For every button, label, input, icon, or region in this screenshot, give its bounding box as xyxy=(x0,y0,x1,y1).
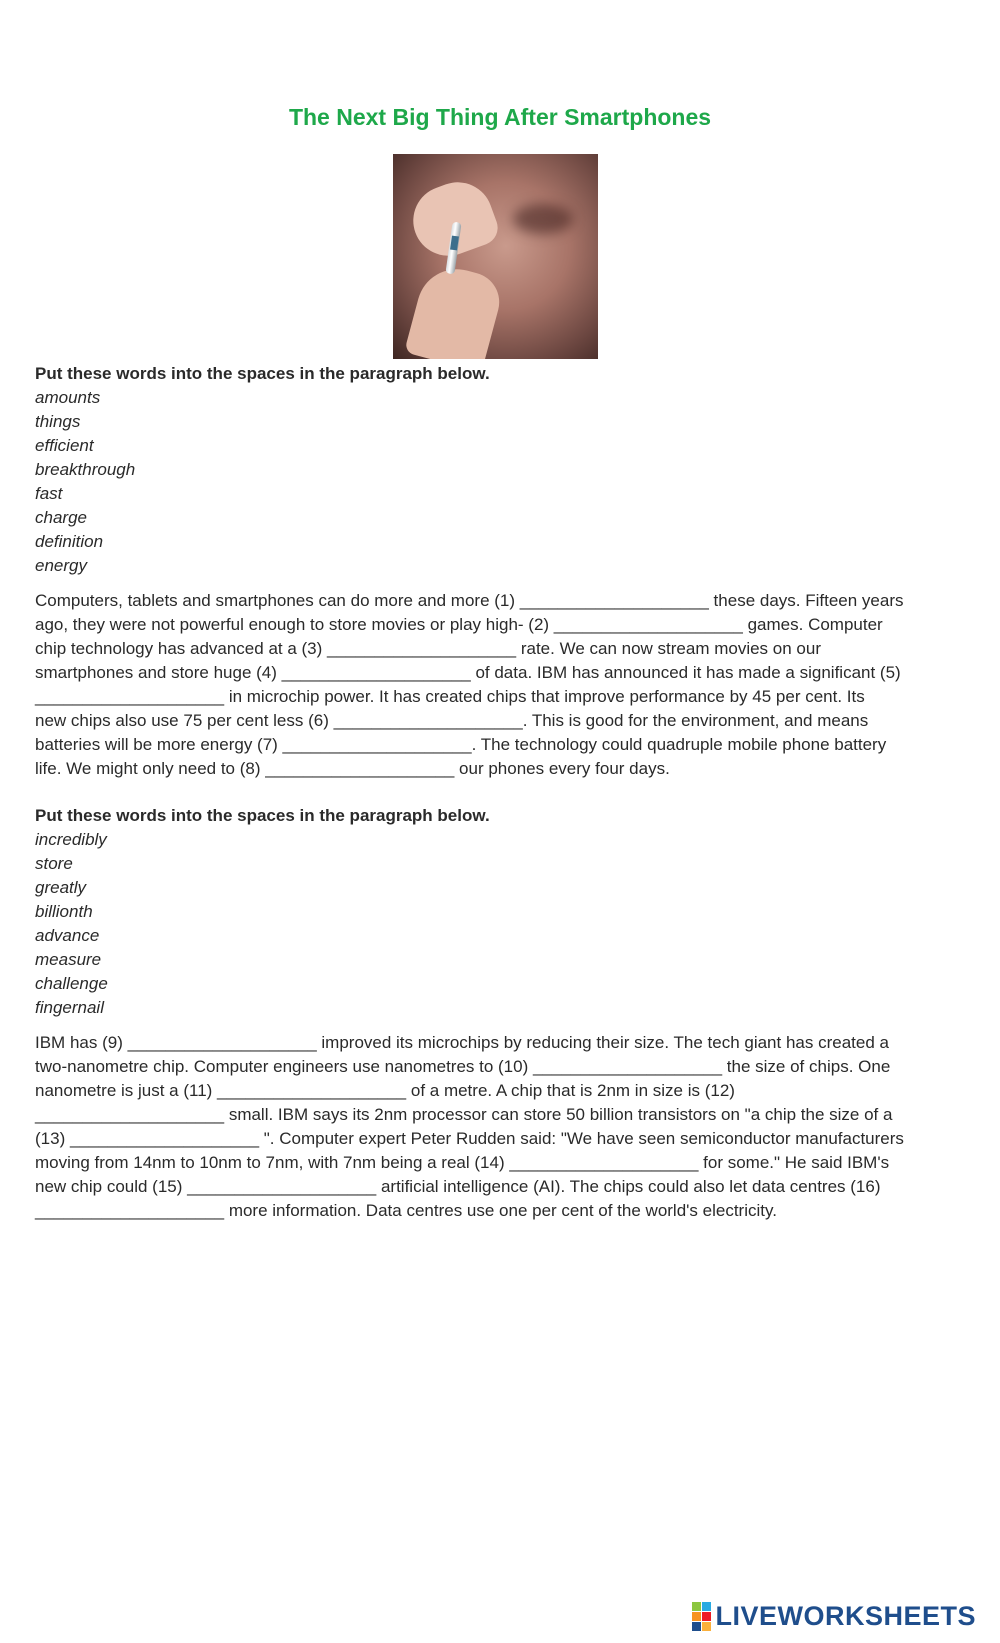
section-1-instruction: Put these words into the spaces in the paragraph below. xyxy=(35,364,490,383)
section-1 xyxy=(35,362,965,578)
logo-square xyxy=(702,1612,711,1621)
logo-square xyxy=(692,1622,701,1631)
microchip-photo xyxy=(393,154,598,359)
paragraph-line: chip technology has advanced at a (3) ____________________ rate. We can now stream movies on our xyxy=(35,639,821,658)
section-1-paragraph xyxy=(35,589,965,781)
word-bank-item: fingernail xyxy=(35,998,104,1017)
section-2-paragraph xyxy=(35,1031,965,1223)
logo-square xyxy=(702,1622,711,1631)
word-bank-item: advance xyxy=(35,926,100,945)
paragraph-line: batteries will be more energy (7) ____________________. The technology could quadruple mobile phone battery xyxy=(35,735,887,754)
paragraph-line: IBM has (9) ____________________ improved its microchips by reducing their size. The tech giant has created a xyxy=(35,1033,889,1052)
section-2-word-bank xyxy=(35,828,965,1020)
word-bank-item: definition xyxy=(35,532,104,551)
logo-square xyxy=(702,1602,711,1611)
worksheet-title: The Next Big Thing After Smartphones xyxy=(288,104,712,130)
word-bank-item: fast xyxy=(35,484,63,503)
word-bank-item: incredibly xyxy=(35,830,107,849)
section-1-word-bank xyxy=(35,386,965,578)
word-bank-item: measure xyxy=(35,950,102,969)
paragraph-line: nanometre is just a (11) ____________________ of a metre. A chip that is 2nm in size is (12) xyxy=(35,1081,735,1100)
word-bank-item: efficient xyxy=(35,436,94,455)
logo-square xyxy=(692,1612,701,1621)
paragraph-line: new chips also use 75 per cent less (6) ____________________. This is good for the environment, and means xyxy=(35,711,869,730)
paragraph-line: new chip could (15) ____________________ artificial intelligence (AI). The chips could also let data centres (16) xyxy=(35,1177,881,1196)
paragraph-line: ago, they were not powerful enough to store movies or play high- (2) ____________________ games. Computer xyxy=(35,615,883,634)
paragraph-line: life. We might only need to (8) ____________________ our phones every four days. xyxy=(35,759,670,778)
word-bank-item: charge xyxy=(35,508,87,527)
paragraph-line: smartphones and store huge (4) ____________________ of data. IBM has announced it has made a significant (5) xyxy=(35,663,901,682)
word-bank-item: breakthrough xyxy=(35,460,136,479)
word-bank-item: amounts xyxy=(35,388,101,407)
paragraph-line: (13) ____________________ ". Computer expert Peter Rudden said: "We have seen semiconductor manufacturers xyxy=(35,1129,904,1148)
paragraph-line: ____________________ in microchip power. It has created chips that improve performance by 45 per cent. Its xyxy=(35,687,865,706)
word-bank-item: challenge xyxy=(35,974,108,993)
paragraph-line: two-nanometre chip. Computer engineers use nanometres to (10) ____________________ the size of chips. One xyxy=(35,1057,891,1076)
word-bank-item: things xyxy=(35,412,81,431)
word-bank-item: energy xyxy=(35,556,87,575)
section-2-instruction: Put these words into the spaces in the paragraph below. xyxy=(35,806,490,825)
logo-text: LIVEWORKSHEETS xyxy=(715,1600,976,1631)
word-bank-item: greatly xyxy=(35,878,87,897)
section-2 xyxy=(35,804,965,1020)
paragraph-line: ____________________ more information. Data centres use one per cent of the world's electricity. xyxy=(35,1201,777,1220)
paragraph-line: Computers, tablets and smartphones can do more and more (1) ____________________ these days. Fifteen years xyxy=(35,591,904,610)
paragraph-line: moving from 14nm to 10nm to 7nm, with 7nm being a real (14) ____________________ for some." He said IBM's xyxy=(35,1153,890,1172)
logo-mark-icon xyxy=(692,1602,711,1631)
word-bank-item: store xyxy=(35,854,73,873)
word-bank-item: billionth xyxy=(35,902,93,921)
paragraph-line: ____________________ small. IBM says its 2nm processor can store 50 billion transistors on "a chip the size of a xyxy=(35,1105,893,1124)
logo-square xyxy=(692,1602,701,1611)
liveworksheets-logo[interactable] xyxy=(692,1601,976,1631)
